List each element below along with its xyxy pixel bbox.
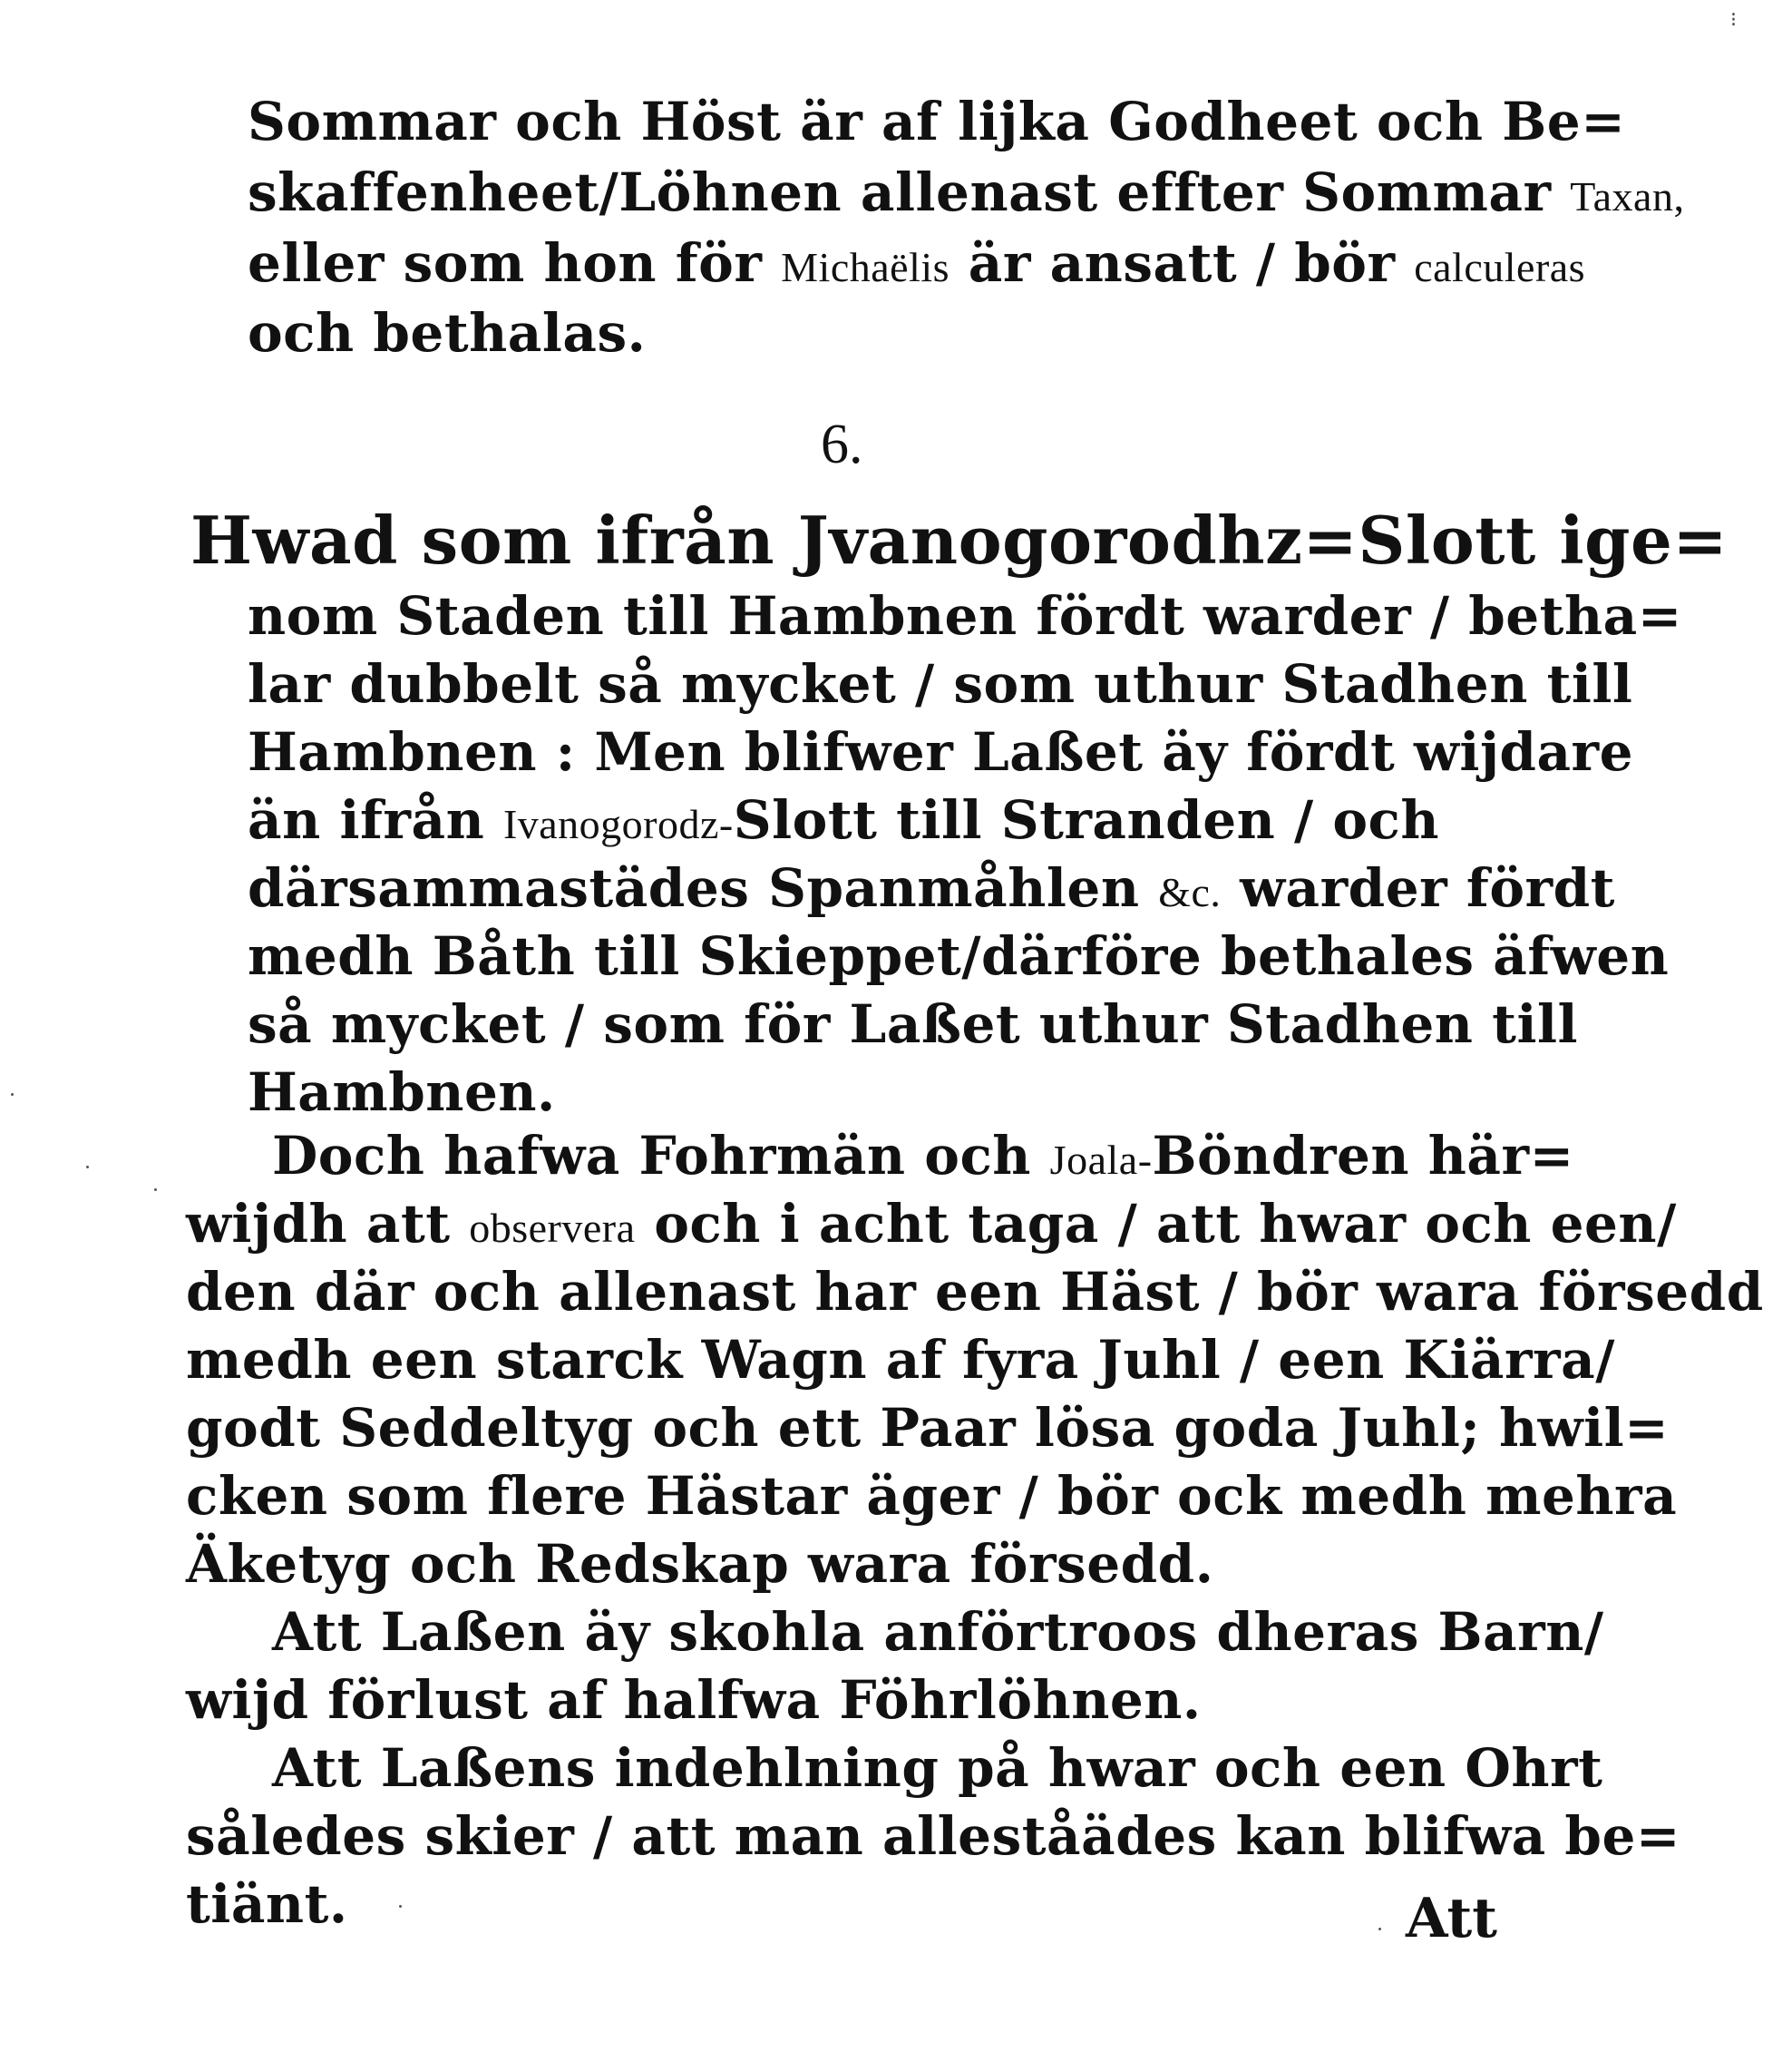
text-line: Hwad som ifrån Jvanogorodhz=Slott ige=	[190, 502, 1729, 579]
text-span: wijdh att	[186, 1193, 451, 1255]
text-span: warder fördt	[1240, 857, 1615, 919]
speck	[154, 1188, 157, 1191]
text-line: den där och allenast har een Häst / bör wara försedd	[186, 1261, 1764, 1323]
text-line: medh een starck Wagn af fyra Juhl / een Kiärra/	[186, 1329, 1615, 1391]
latin-word: calculeras	[1414, 244, 1586, 290]
text-line: wijd förlust af halfwa Föhrlöhnen.	[186, 1669, 1202, 1731]
text-line: medh Båth till Skieppet/därföre bethales äfwen	[248, 925, 1670, 987]
text-line: Sommar och Höst är af lijka Godheet och Be=	[248, 91, 1626, 152]
text-line: godt Seddeltyg och ett Paar lösa goda Juhl; hwil=	[186, 1397, 1670, 1459]
text-line: cken som flere Hästar äger / bör ock medh mehra	[186, 1465, 1678, 1527]
latin-word: Ivanogorodz-	[502, 801, 734, 847]
text-line: och bethalas.	[248, 302, 647, 364]
text-line	[248, 789, 1440, 851]
latin-word: observera	[469, 1205, 636, 1251]
latin-word: Michaëlis	[781, 244, 950, 290]
text-line: tiänt.	[186, 1873, 348, 1935]
speck	[86, 1166, 89, 1168]
speck	[11, 1093, 14, 1096]
text-line	[248, 232, 1586, 294]
text-line: lar dubbelt så mycket / som uthur Stadhen till	[248, 653, 1633, 715]
latin-word: Taxan,	[1570, 173, 1685, 220]
text-line: Äketyg och Redskap wara försedd.	[186, 1533, 1214, 1595]
text-span: Böndren här=	[1152, 1125, 1574, 1187]
catchword: Att	[1406, 1887, 1497, 1950]
text-line	[248, 857, 1615, 919]
text-line: nom Staden till Hambnen fördt warder / betha=	[248, 585, 1682, 647]
text-line: Hambnen.	[248, 1061, 556, 1123]
text-span: Doch hafwa Fohrmän och	[272, 1125, 1031, 1187]
text-span: och i acht taga / att hwar och een/	[654, 1193, 1677, 1255]
text-span: eller som hon för	[248, 232, 763, 294]
text-span: skaffenheet/Löhnen allenast effter Sommar	[248, 161, 1552, 223]
text-line	[248, 161, 1685, 223]
text-line: så mycket / som för Laßet uthur Stadhen till	[248, 993, 1579, 1055]
text-line: således skier / att man alleståädes kan blifwa be=	[186, 1805, 1680, 1867]
text-span: därsammastädes Spanmåhlen	[248, 857, 1140, 919]
section-number: 6.	[821, 414, 863, 475]
text-line: Att Laßens indehlning på hwar och een Ohrt	[272, 1737, 1603, 1799]
latin-word: Joala-	[1049, 1137, 1153, 1183]
page-edge-mark: ⁝	[1730, 9, 1737, 32]
text-line: Att Laßen äy skohla anförtroos dheras Barn/	[272, 1601, 1604, 1663]
latin-word: &c.	[1158, 869, 1222, 915]
text-line	[186, 1193, 1677, 1255]
text-line	[272, 1125, 1574, 1187]
text-span: är ansatt / bör	[968, 232, 1396, 294]
text-span: än ifrån	[248, 789, 485, 851]
speck	[399, 1905, 402, 1908]
text-span: Slott till Stranden / och	[733, 789, 1440, 851]
text-line: Hambnen : Men blifwer Laßet äy fördt wijdare	[248, 721, 1634, 783]
speck	[1378, 1928, 1381, 1930]
